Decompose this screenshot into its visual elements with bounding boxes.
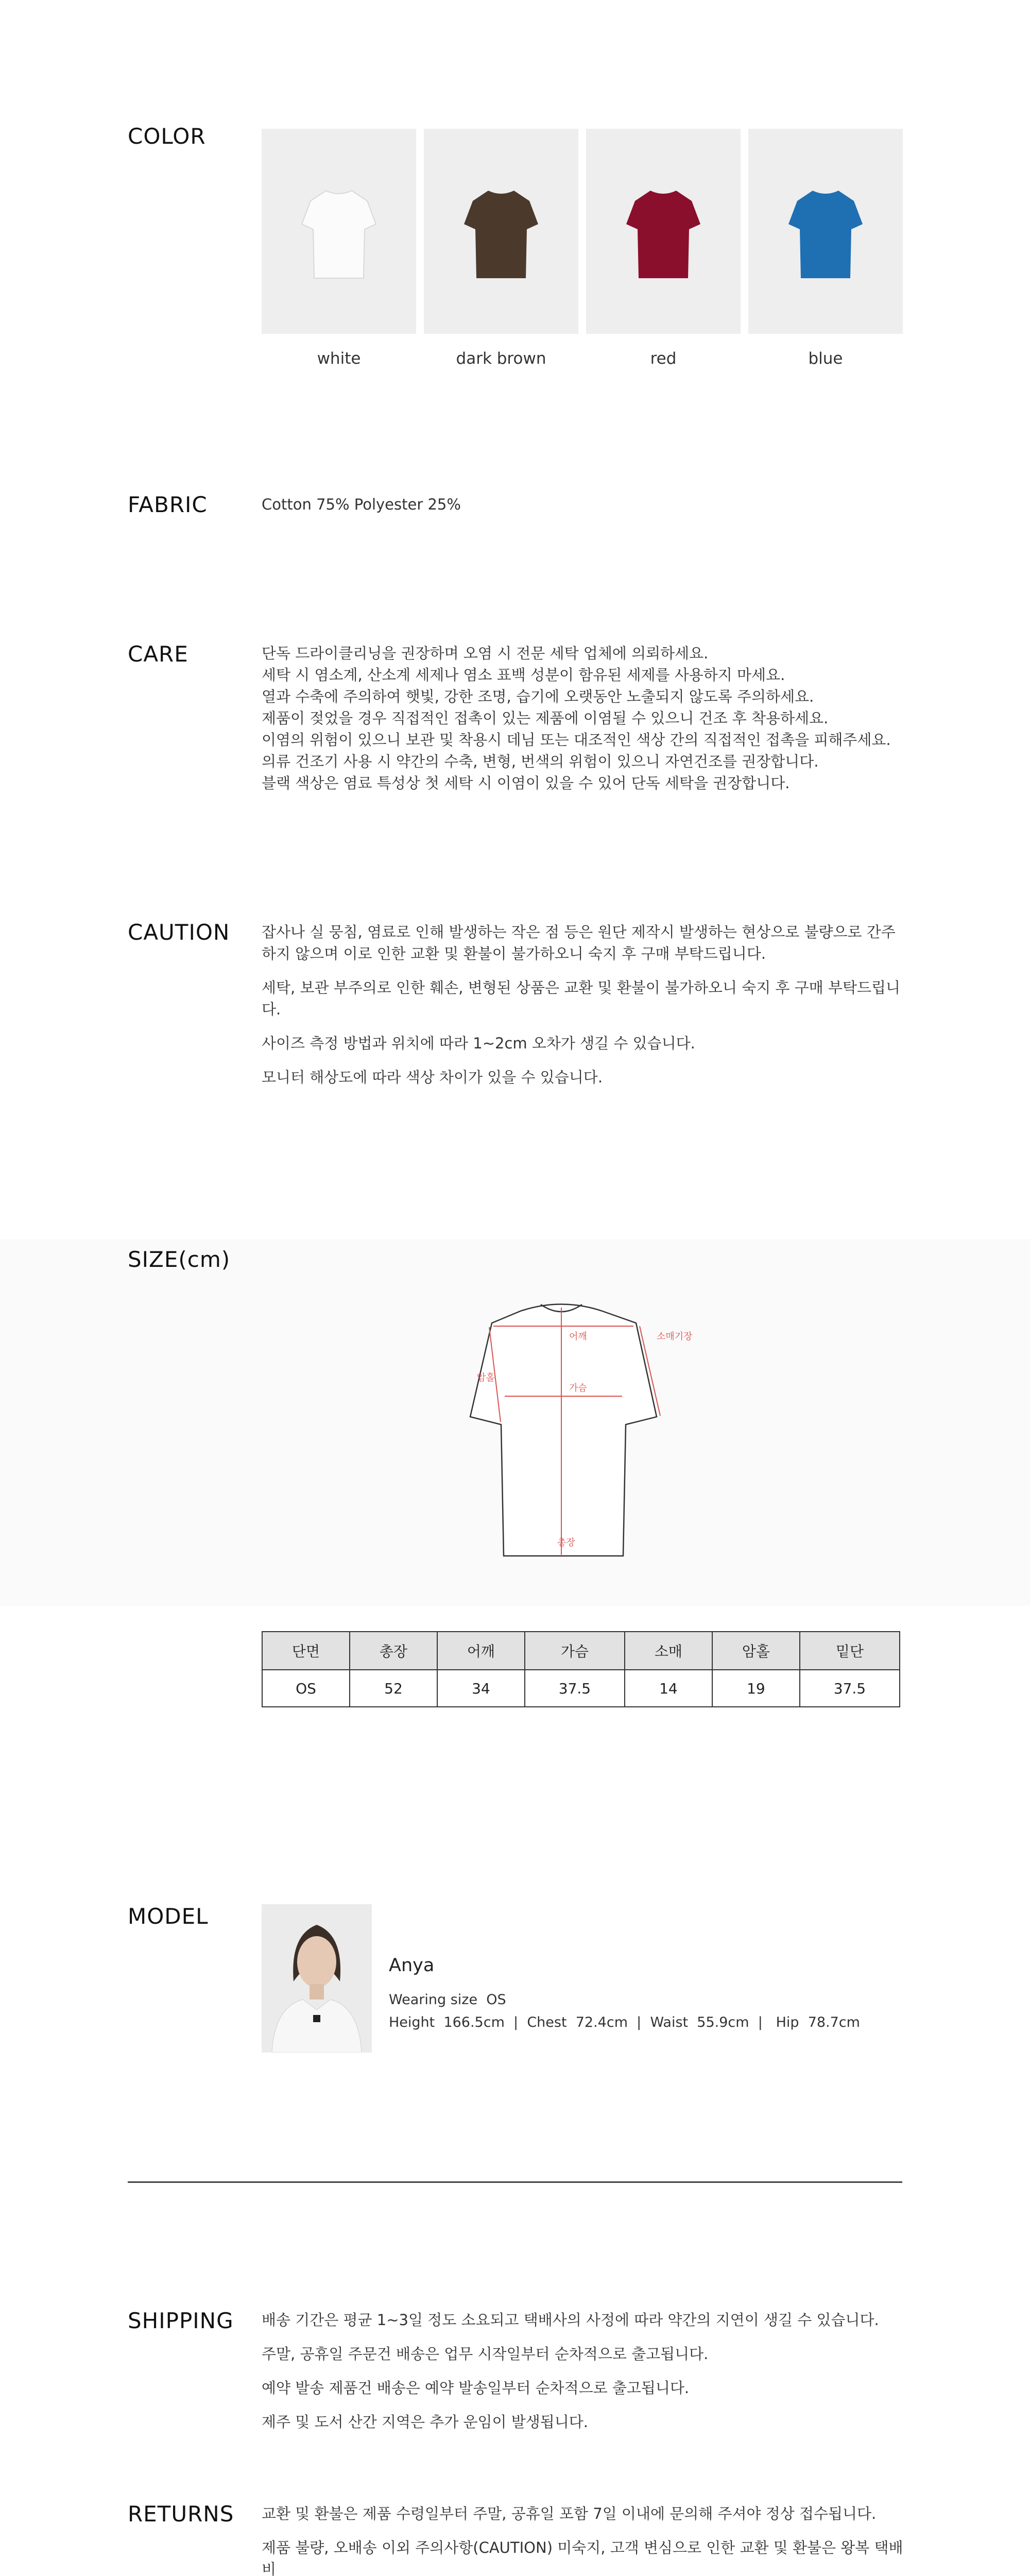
size-cell: OS [262, 1670, 350, 1707]
care-line: 의류 건조기 사용 시 약간의 수축, 변형, 번색의 위험이 있으니 자연건조를 권장합니다. [262, 753, 819, 770]
care-text [262, 642, 905, 794]
tshirt-red-image [586, 129, 741, 334]
returns-line: 교환 및 환불은 제품 수령일부터 주말, 공휴일 포함 7일 이내에 문의해 주셔야 정상 접수됩니다. [262, 2505, 877, 2522]
shipping-title: SHIPPING [128, 2308, 234, 2333]
shipping-text [262, 2309, 905, 2433]
height-label: Height [389, 2014, 435, 2030]
caution-line: 잡사나 실 뭉침, 염료로 인해 발생하는 작은 점 등은 원단 제작시 발생하는 현상으로 불량으로 간주 [262, 923, 896, 941]
chest-label: 가슴 [569, 1383, 587, 1394]
care-line: 블랙 색상은 염료 특성상 첫 세탁 시 이염이 있을 수 있어 단독 세탁을 권장합니다. [262, 774, 790, 792]
swatch-label-red: red [650, 349, 677, 368]
table-row [262, 1670, 900, 1707]
swatch-label-blue: blue [808, 349, 843, 368]
size-header-cell: 어깨 [437, 1632, 525, 1670]
tshirt-white-image [262, 129, 416, 334]
armhole-label: 암홀 [477, 1372, 495, 1383]
size-title: SIZE(cm) [128, 1247, 231, 1272]
care-line: 이염의 위험이 있으니 보관 및 착용시 데님 또는 대조적인 색상 간의 직접적인 접촉을 피해주세요. [262, 731, 891, 749]
swatch-white[interactable] [262, 129, 416, 334]
model-title: MODEL [128, 1904, 209, 1929]
length-label: 총장 [557, 1537, 575, 1548]
tshirt-dark-brown-image [424, 129, 578, 334]
fabric-title: FABRIC [128, 492, 208, 517]
fabric-text: Cotton 75% Polyester 25% [262, 496, 461, 513]
height-value: 166.5cm [443, 2014, 505, 2030]
caution-line: 세탁, 보관 부주의로 인한 훼손, 변형된 상품은 교환 및 환불이 불가하오니 숙지 후 구매 부탁드립니다. [262, 979, 901, 1018]
care-line: 단독 드라이클리닝을 권장하며 오염 시 전문 세탁 업체에 의뢰하세요. [262, 645, 709, 662]
swatch-label-dark-brown: dark brown [456, 349, 546, 368]
returns-line: 제품 불량, 오배송 이외 주의사항(CAUTION) 미숙지, 고객 변심으로 인한 교환 및 환불은 왕복 택배비 [262, 2539, 903, 2576]
size-header-cell: 소매 [625, 1632, 712, 1670]
swatch-dark-brown[interactable] [424, 129, 578, 334]
size-header-cell: 단면 [262, 1632, 350, 1670]
size-header-cell: 밑단 [800, 1632, 900, 1670]
care-line: 제품이 젖었을 경우 직접적인 접촉이 있는 제품에 이염될 수 있으니 건조 후 착용하세요. [262, 709, 829, 727]
swatch-red[interactable] [586, 129, 741, 334]
caution-line: 하지 않으며 이로 인한 교환 및 환불이 불가하오니 숙지 후 구매 부탁드립니다. [262, 945, 766, 962]
shoulder-label: 어깨 [569, 1331, 587, 1342]
waist-value: 55.9cm [697, 2014, 749, 2030]
care-line: 세탁 시 염소계, 산소계 세제나 염소 표백 성분이 함유된 세제를 사용하지 마세요. [262, 666, 785, 684]
model-measurements: Height 166.5cm | Chest 72.4cm | Waist 55.9cm | Hip 78.7cm [389, 2014, 860, 2030]
returns-title: RETURNS [128, 2501, 234, 2527]
model-portrait-image [262, 1904, 372, 2053]
color-title: COLOR [128, 124, 206, 149]
shipping-line: 제주 및 도서 산간 지역은 추가 운임이 발생됩니다. [262, 2413, 589, 2431]
sleeve-label: 소매기장 [657, 1331, 693, 1342]
size-cell: 37.5 [525, 1670, 625, 1707]
caution-text [262, 921, 905, 1088]
wearing-size-value: OS [486, 1992, 506, 2008]
section-divider [128, 2181, 902, 2183]
model-wearing-size [389, 1992, 506, 2008]
hip-value: 78.7cm [808, 2014, 860, 2030]
caution-line: 모니터 해상도에 따라 색상 차이가 있을 수 있습니다. [262, 1069, 603, 1086]
shipping-line: 주말, 공휴일 주문건 배송은 업무 시작일부터 순차적으로 출고됩니다. [262, 2345, 709, 2363]
returns-text [262, 2503, 905, 2576]
swatch-label-white: white [317, 349, 361, 368]
hip-label: Hip [776, 2014, 799, 2030]
swatch-blue[interactable] [748, 129, 903, 334]
size-cell: 14 [625, 1670, 712, 1707]
size-diagram [453, 1288, 700, 1566]
size-header-cell: 가슴 [525, 1632, 625, 1670]
size-table [262, 1631, 900, 1707]
shipping-line: 배송 기간은 평균 1~3일 정도 소요되고 택배사의 사정에 따라 약간의 지연이 생길 수 있습니다. [262, 2311, 879, 2329]
tshirt-blue-image [748, 129, 903, 334]
caution-line: 사이즈 측정 방법과 위치에 따라 1~2cm 오차가 생길 수 있습니다. [262, 1035, 695, 1052]
shipping-line: 예약 발송 제품건 배송은 예약 발송일부터 순차적으로 출고됩니다. [262, 2379, 690, 2397]
size-cell: 34 [437, 1670, 525, 1707]
size-header-cell: 총장 [350, 1632, 437, 1670]
model-photo [262, 1904, 372, 2053]
size-cell: 52 [350, 1670, 437, 1707]
size-table-header-row [262, 1632, 900, 1670]
model-name: Anya [389, 1955, 435, 1976]
size-header-cell: 암홀 [712, 1632, 800, 1670]
size-cell: 37.5 [800, 1670, 900, 1707]
chest-value: 72.4cm [575, 2014, 628, 2030]
size-cell: 19 [712, 1670, 800, 1707]
waist-label: Waist [650, 2014, 689, 2030]
wearing-size-label: Wearing size [389, 1992, 478, 2008]
chest-label: Chest [527, 2014, 567, 2030]
caution-title: CAUTION [128, 920, 230, 945]
care-line: 열과 수축에 주의하여 햇빛, 강한 조명, 습기에 오랫동안 노출되지 않도록 주의하세요. [262, 688, 814, 705]
care-title: CARE [128, 641, 188, 667]
